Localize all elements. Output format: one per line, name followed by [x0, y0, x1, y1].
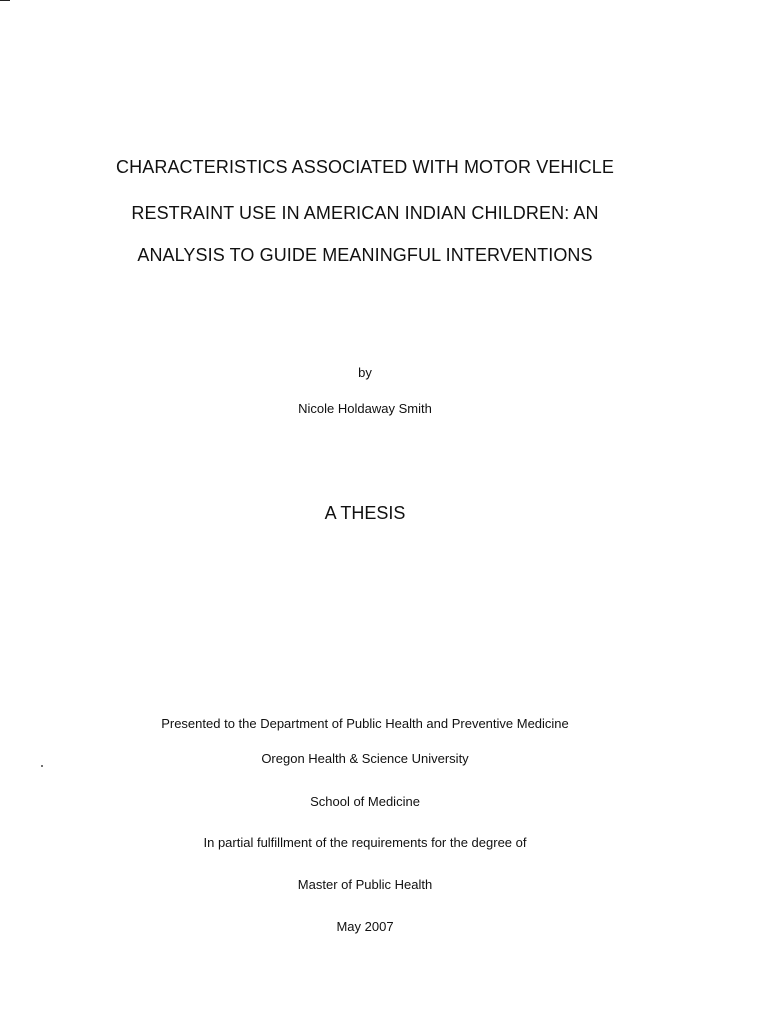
- author-name: Nicole Holdaway Smith: [298, 401, 432, 416]
- degree-name: Master of Public Health: [297, 877, 433, 892]
- institution-name: Oregon Health & Science University: [261, 751, 469, 766]
- title-line-3: ANALYSIS TO GUIDE MEANINGFUL INTERVENTIONS: [137, 245, 593, 265]
- scan-mark: [0, 0, 10, 1]
- fulfillment-statement: In partial fulfillment of the requirements for the degree of: [203, 835, 527, 850]
- presented-to-line: Presented to the Department of Public Health and Preventive Medicine: [161, 716, 569, 731]
- title-line-2: RESTRAINT USE IN AMERICAN INDIAN CHILDREN: AN: [131, 203, 599, 223]
- byline: by: [358, 365, 372, 380]
- submission-date: May 2007: [336, 919, 394, 934]
- title-line-1: CHARACTERISTICS ASSOCIATED WITH MOTOR VEHICLE: [116, 157, 614, 177]
- school-name: School of Medicine: [310, 794, 420, 809]
- document-type: A THESIS: [324, 503, 406, 523]
